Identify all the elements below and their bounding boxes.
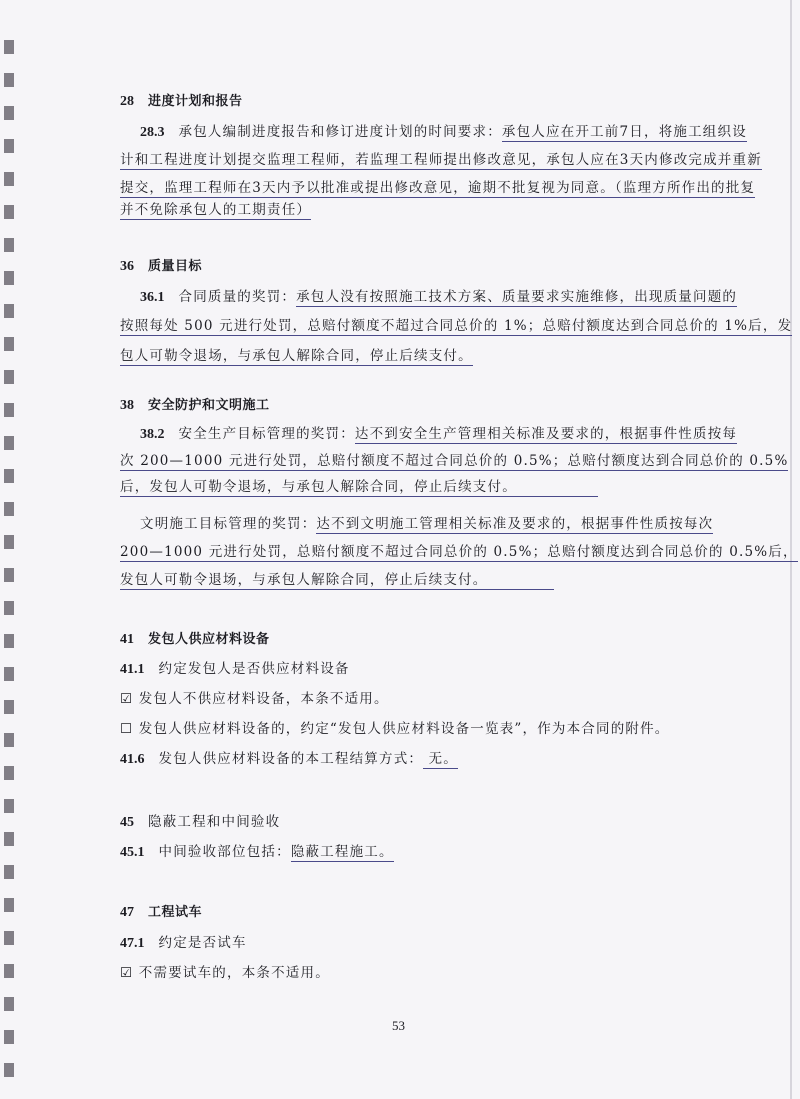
clause-number: 47 [120, 905, 134, 920]
text-line [120, 961, 330, 981]
filled-in-text: 200—1000 元进行处罚，总赔付额度不超过合同总价的 0.5%；总赔付额度达到合同总价的 0.5%后， [120, 544, 798, 560]
text-line [120, 475, 598, 495]
heading-text: 工程试车 [148, 905, 203, 920]
filled-in-text: 按照每处 500 元进行处罚，总赔付额度不超过合同总价的 1%；总赔付额度达到合同总价的 1%后，发 [120, 318, 793, 334]
text-line [120, 568, 554, 588]
text-line [120, 747, 458, 768]
filled-in-text: 发包人可勒令退场，与承包人解除合同，停止后续支付。 [120, 572, 555, 588]
text-line [140, 285, 737, 306]
clause-text: 中间验收部位包括： [158, 844, 291, 860]
text-line [140, 512, 713, 532]
filled-in-text: 提交，监理工程师在3天内予以批准或提出修改意见，逾期不批复视为同意。（监理方所作出的批复 [120, 180, 756, 196]
filled-in-text: 承包人没有按照施工技术方案、质量要求实施维修，出现质量问题的 [296, 289, 738, 305]
filled-in-text: 承包人应在开工前7日，将施工组织设 [501, 124, 747, 140]
text-line [120, 931, 247, 952]
filled-in-text: 达不到文明施工管理相关标准及要求的，根据事件性质按每次 [316, 516, 714, 532]
section-heading [120, 628, 270, 648]
text-line [120, 344, 473, 364]
section-heading [120, 901, 202, 921]
text-line [120, 540, 798, 560]
clause-number: 38.2 [140, 427, 165, 442]
text-line [120, 687, 389, 707]
filled-in-text: 次 200—1000 元进行处罚，总赔付额度不超过合同总价的 0.5%；总赔付额度达到合同总价的 0.5% [120, 453, 789, 469]
text-line [120, 840, 394, 861]
clause-text: 约定发包人是否供应材料设备 [158, 661, 350, 677]
clause-number: 41.6 [120, 752, 145, 767]
heading-text: 进度计划和报告 [148, 94, 243, 109]
text-line [120, 657, 350, 678]
clause-text: 安全生产目标管理的奖罚： [178, 426, 355, 442]
clause-number: 41.1 [120, 662, 145, 677]
clause-text: 约定是否试车 [158, 935, 247, 951]
clause-text: 承包人编制进度报告和修订进度计划的时间要求： [178, 124, 502, 140]
filled-in-text: 并不免除承包人的工期责任） [120, 202, 312, 218]
text-line [140, 422, 737, 443]
filled-in-text: 计和工程进度计划提交监理工程师，若监理工程师提出修改意见，承包人应在3天内修改完成并重新 [120, 152, 762, 168]
clause-number: 47.1 [120, 936, 145, 951]
filled-in-text: 无。 [423, 751, 459, 767]
clause-number: 45 [120, 815, 134, 830]
clause-number: 38 [120, 398, 134, 413]
text-line [120, 176, 755, 196]
filled-in-text: 后，发包人可勒令退场，与承包人解除合同，停止后续支付。 [120, 479, 599, 495]
clause-number: 45.1 [120, 845, 145, 860]
clause-text: ☐ 发包人供应材料设备的，约定“发包人供应材料设备一览表”，作为本合同的附件。 [120, 721, 670, 737]
clause-number: 28 [120, 94, 134, 109]
filled-in-text: 达不到安全生产管理相关标准及要求的，根据事件性质按每 [354, 426, 738, 442]
section-heading [120, 394, 270, 414]
text-line [140, 120, 747, 141]
clause-text: 合同质量的奖罚： [178, 289, 297, 305]
heading-text: 发包人供应材料设备 [148, 632, 270, 647]
heading-text: 安全防护和文明施工 [148, 398, 270, 413]
section-heading [120, 90, 243, 110]
clause-text: 发包人供应材料设备的本工程结算方式： [158, 751, 424, 767]
clause-number: 36 [120, 259, 134, 274]
clause-text: 文明施工目标管理的奖罚： [140, 516, 317, 532]
section-heading [120, 255, 202, 275]
page-number: 53 [392, 1018, 405, 1033]
clause-number: 36.1 [140, 290, 165, 305]
text-line [120, 198, 311, 218]
text-line [120, 810, 280, 831]
text-line [120, 717, 670, 737]
text-line [120, 148, 762, 168]
binder-holes [4, 40, 14, 1090]
text-line [120, 449, 788, 469]
clause-number: 41 [120, 632, 134, 647]
filled-in-text: 隐蔽工程施工。 [290, 844, 394, 860]
clause-number: 28.3 [140, 125, 165, 140]
clause-text: 隐蔽工程和中间验收 [148, 814, 281, 830]
filled-in-text: 包人可勒令退场，与承包人解除合同，停止后续支付。 [120, 348, 473, 364]
heading-text: 质量目标 [148, 259, 203, 274]
clause-text: ☑ 不需要试车的，本条不适用。 [120, 965, 330, 981]
clause-text: ☑ 发包人不供应材料设备，本条不适用。 [120, 691, 389, 707]
text-line [120, 314, 792, 334]
